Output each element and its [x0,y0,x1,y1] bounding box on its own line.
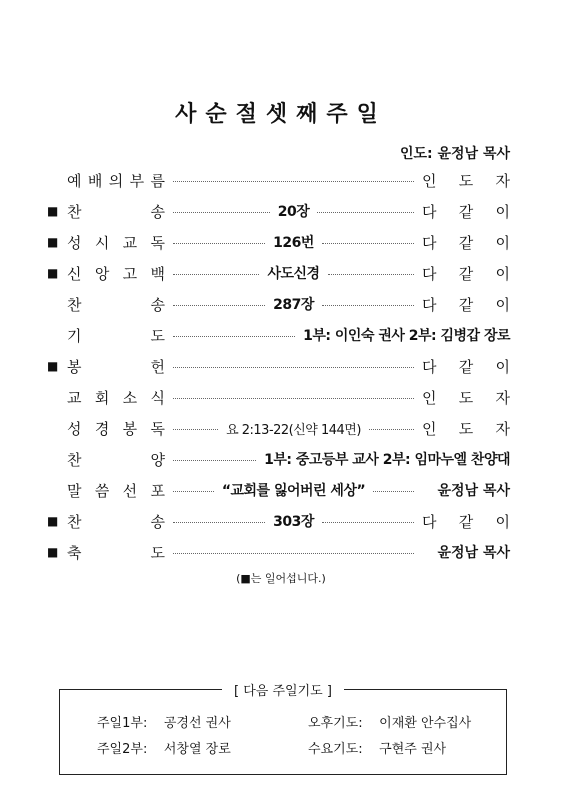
order-item-detail: 사도신경 [267,266,320,282]
order-row [47,169,510,191]
order-item-name: 축 도 [67,543,165,562]
dotted-leader [173,212,270,213]
prayer-label: 주일2부: [97,742,148,757]
next-prayer-title: [ 다음 주일기도 ] [222,684,344,699]
dotted-leader [173,336,295,337]
prayer-name: 공경선 권사 [163,716,231,731]
dotted-leader [322,305,414,306]
dotted-leader [173,274,259,275]
dotted-leader [173,398,414,399]
prayer-label: 오후기도: [308,716,363,731]
order-item-leader: 다 같 이 [422,295,510,314]
stand-marker: ■ [47,266,59,280]
order-item-leader: 윤정남 목사 [437,483,510,499]
dotted-leader [322,522,414,523]
prayer-label: 주일1부: [97,716,148,731]
page-title: 사순절셋째주일 [175,102,387,127]
prayer-name: 서창열 장로 [163,742,231,757]
prayer-name: 구현주 권사 [379,742,447,757]
order-item-leader: 다 같 이 [422,264,511,283]
order-item-name: 성 경 봉 독 [67,419,165,438]
prayer-entry [97,712,231,731]
standing-note: (■는 일어섭니다.) [236,572,326,585]
prayer-entry [308,712,471,731]
dotted-leader [369,429,414,430]
order-item-leader: 다 같 이 [422,357,510,376]
dotted-leader [317,212,414,213]
order-item-detail: 287장 [273,297,314,313]
order-item-leader: 인 도 자 [422,171,510,190]
prayer-entry [308,738,446,757]
dotted-leader [328,274,414,275]
order-item-detail: 1부: 이인숙 권사 2부: 김병갑 장로 [303,328,510,344]
order-item-name: 성 시 교 독 [67,233,165,252]
order-item-name: 찬 송 [67,202,165,221]
order-row [47,510,510,532]
order-row [47,262,510,284]
order-row [47,355,510,377]
order-item-name: 찬 송 [67,512,165,531]
dotted-leader [173,491,214,492]
order-row [47,200,510,222]
dotted-leader [373,491,414,492]
order-item-leader: 인 도 자 [422,388,510,407]
next-week-prayer-box [59,684,507,775]
order-item-name: 말 씀 선 포 [67,481,165,500]
dotted-leader [173,305,265,306]
dotted-leader [173,181,414,182]
order-item-leader: 윤정남 목사 [437,545,510,561]
dotted-leader [173,553,414,554]
order-row [47,293,510,315]
order-item-detail: 요 2:13-22(신약 144면) [226,422,361,438]
stand-marker: ■ [47,204,59,218]
order-item-leader: 다 같 이 [422,512,510,531]
dotted-leader [173,429,218,430]
order-item-detail: 1부: 중고등부 교사 2부: 임마누엘 찬양대 [264,452,510,468]
dotted-leader [173,367,414,368]
order-row [47,448,510,470]
order-item-name: 기 도 [67,326,165,345]
stand-marker: ■ [47,545,59,559]
order-item-name: 봉 헌 [67,357,165,376]
order-item-detail: 303장 [273,514,314,530]
dotted-leader [322,243,414,244]
prayer-label: 수요기도: [308,742,363,757]
order-item-detail: 20장 [277,204,310,220]
order-item-leader: 다 같 이 [422,202,511,221]
order-row [47,541,510,563]
dotted-leader [173,460,256,461]
dotted-leader [173,522,265,523]
stand-marker: ■ [47,359,59,373]
service-leader: 인도: 윤정남 목사 [399,146,510,162]
order-item-name: 교 회 소 식 [67,388,165,407]
stand-marker: ■ [47,514,59,528]
order-item-name: 찬 양 [67,450,165,469]
order-item-detail: 126번 [273,235,314,251]
order-item-name: 예 배 의 부 름 [67,171,165,190]
order-row [47,479,510,501]
stand-marker: ■ [47,235,59,249]
order-item-name: 신 앙 고 백 [67,264,165,283]
prayer-name: 이재환 안수집사 [379,716,472,731]
order-row [47,231,510,253]
order-row [47,386,510,408]
order-item-leader: 다 같 이 [422,233,510,252]
order-item-name: 찬 송 [67,295,165,314]
order-item-leader: 인 도 자 [422,419,511,438]
dotted-leader [173,243,265,244]
order-row [47,417,510,439]
order-item-detail: “교회를 잃어버린 세상” [221,483,366,499]
prayer-entry [97,738,231,757]
order-row [47,324,510,346]
